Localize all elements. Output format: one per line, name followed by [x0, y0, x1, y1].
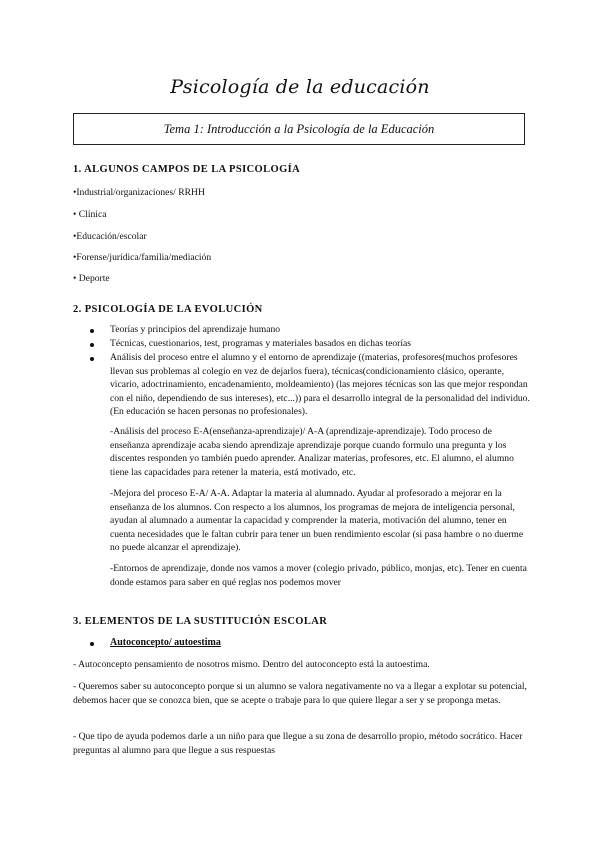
list-item: •Industrial/organizaciones/ RRHH [73, 187, 205, 198]
paragraph: -Mejora del proceso E-A/ A-A. Adaptar la materia al alumnado. Ayudar al profesorado a mejorar en la enseñanza de los alumnos. Con respecto a los alumnos, los programas de mejora de inteligencia personal, ayudan al alumnado a aumentar la capacidad y comprender la materia, motivación del alumno, tener en cuenta necesidades que le faltan cubrir para tener un buen rendimiento escolar (si pasa hambre o no duerme no puede alcanzar el aprendizaje). [110, 488, 524, 554]
paragraph: - Que tipo de ayuda podemos darle a un niño para que llegue a su zona de desarrollo propio, método socrático. Hacer preguntas al alumno para que llegue a sus respuestas [73, 731, 523, 756]
paragraph: - Autoconcepto pensamiento de nosotros mismo. Dentro del autoconcepto está la autoestima. [73, 659, 430, 670]
paragraph: -Entornos de aprendizaje, donde nos vamos a mover (colegio privado, público, monjas, etc). Tener en cuenta donde estamos para saber en qué reglas nos podemos mover [110, 563, 527, 588]
list-item: • Clínica [73, 209, 107, 220]
subheading: Autoconcepto/ autoestima [110, 637, 221, 648]
bullet-item: Técnicas, cuestionarios, test, programas y materiales basados en dichas teorías [110, 338, 412, 349]
section3-heading: 3. ELEMENTOS DE LA SUSTITUCIÓN ESCOLAR [73, 616, 328, 627]
paragraph: -Análisis del proceso E-A(enseñanza-aprendizaje)/ A-A (aprendizaje-aprendizaje). Todo proceso de enseñanza aprendizaje acaba siendo aprendizaje aprendizaje porque cuando formulo una pregunta y los discentes responden yo también puedo aprender. Analizar materias, profesores, etc. El alumno, el alumno tiene las capacidades para retener la materia, está motivado, etc. [110, 426, 514, 478]
bullet-icon [90, 343, 94, 347]
topic-box [73, 113, 525, 145]
bullet-icon [90, 642, 94, 646]
list-item: • Deporte [73, 273, 110, 284]
paragraph: - Queremos saber su autoconcepto porque si un alumno se valora negativamente no va a llegar a explotar su potencial, debemos hacer que se conozca bien, que se acepte o trabaje para lo que quiere llegar a ser y se proponga metas. [73, 681, 527, 706]
bullet-item: Teorías y principios del aprendizaje humano [110, 324, 281, 335]
document-title: Psicología de la educación [170, 76, 430, 98]
bullet-icon [90, 329, 94, 333]
bullet-icon [90, 357, 94, 361]
section1-heading: 1. ALGUNOS CAMPOS DE LA PSICOLOGÍA [73, 164, 301, 175]
bullet-item: Análisis del proceso entre el alumno y el entorno de aprendizaje ((materias, profesores(muchos profesores llevan sus problemas al colegio en vez de dejarlos fuera), técnicas(condicionamiento clásico, operante, vicario, adoctrinamiento, encadenamiento, moldeamiento) (las mejores técnicas son las que mejor respondan con el niño, dependiendo de sus intereses), etc...)) para el desarrollo integral de la personalidad del individuo. (En educación se hacen personas no profesionales). [110, 352, 530, 418]
section2-heading: 2. PSICOLOGÍA DE LA EVOLUCIÓN [73, 304, 263, 315]
list-item: •Educación/escolar [73, 231, 147, 242]
topic-title: Tema 1: Introducción a la Psicología de la Educación [163, 121, 435, 136]
list-item: •Forense/jurídica/familia/mediación [73, 252, 212, 263]
